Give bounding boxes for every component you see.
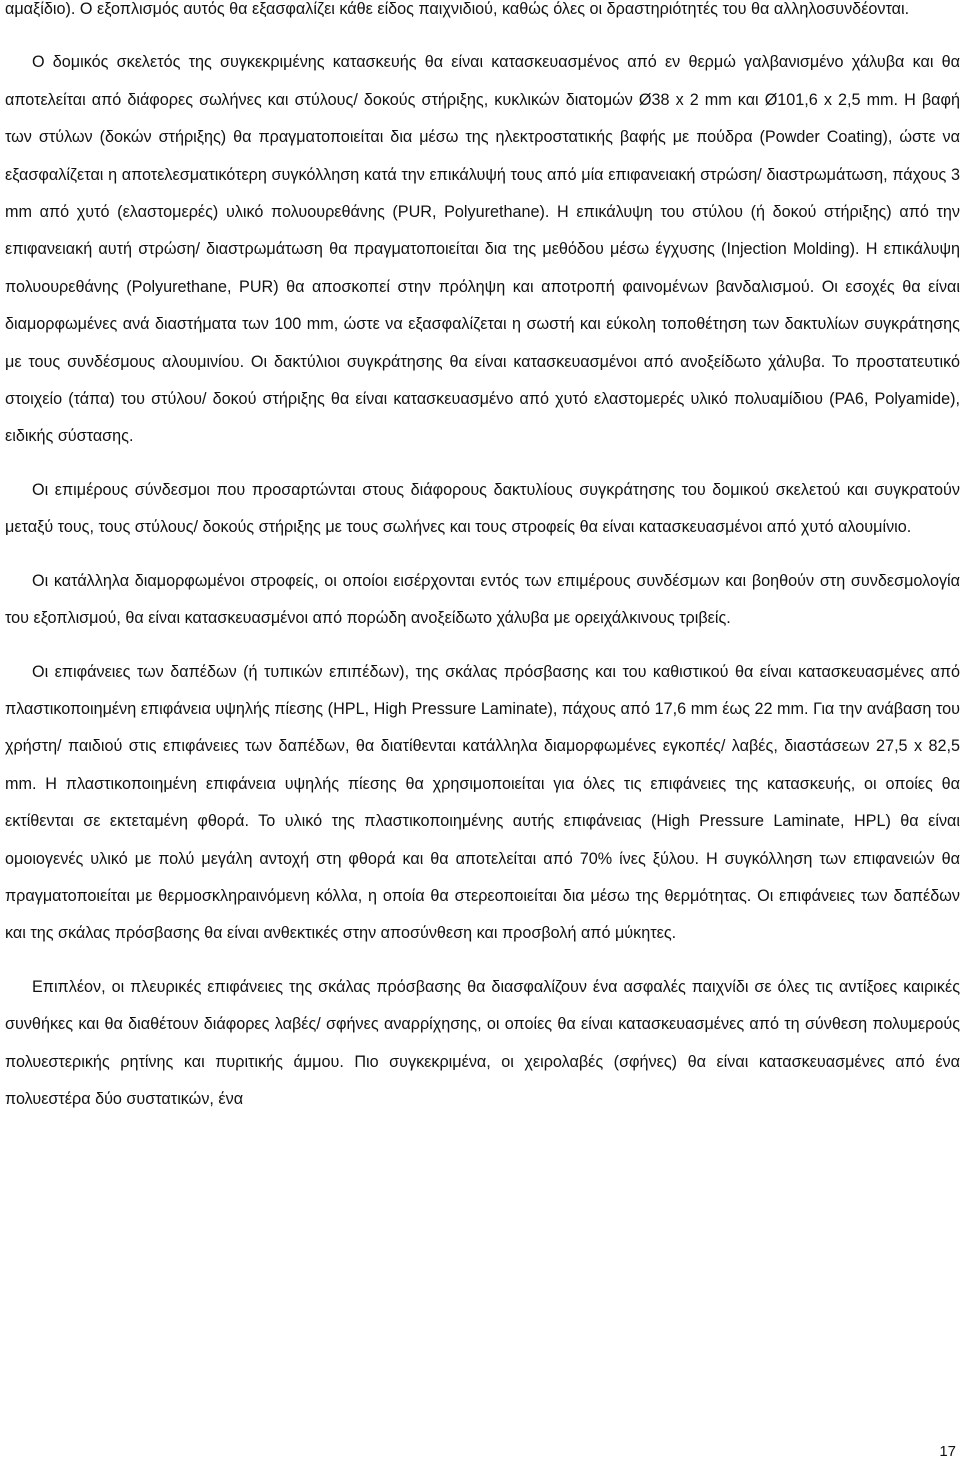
paragraph-spacer	[5, 547, 960, 563]
paragraph-spacer	[5, 28, 960, 44]
paragraph-rotators: Οι κατάλληλα διαμορφωμένοι στροφείς, οι οποίοι εισέρχονται εντός των επιμέρους συνδέσμων και βοηθούν στη συνδεσμολογία του εξοπλισμού, θα είναι κατασκευασμένοι από πορώδη ανοξείδωτο χάλυβα με ορειχάλκινους τριβείς.	[5, 571, 960, 628]
paragraph-spacer	[5, 953, 960, 969]
paragraph-spacer	[5, 638, 960, 654]
document-page	[5, 0, 960, 1118]
paragraph-structural-frame: Ο δομικός σκελετός της συγκεκριμένης κατασκευής θα είναι κατασκευασμένος από εν θερμώ γαλβανισμένο χάλυβα και θα αποτελείται από διάφορες σωλήνες και στύλους/ δοκούς στήριξης, κυκλικών διατομών Ø38 x 2 mm και Ø101,6 x 2,5 mm. Η βαφή των στύλων (δοκών στήριξης) θα πραγματοποιείται δια μέσω της ηλεκτροστατικής βαφής με πούδρα (Powder Coating), ώστε να εξασφαλίζεται η αποτελεσματικότερη συγκόλληση κατά την επικάλυψή τους από μία επιφανειακή στρώση/ διαστρωμάτωση, πάχους 3 mm από χυτό (ελαστομερές) υλικό πολυουρεθάνης (PUR, Polyurethane). Η επικάλυψη του στύλου (ή δοκού στήριξης) από την επιφανειακή αυτή στρώση/ διαστρωμάτωση θα πραγματοποιείται δια της μεθόδου μέσω έγχυσης (Injection Molding). Η επικάλυψη πολυουρεθάνης (Polyurethane, PUR) θα αποσκοπεί στην πρόληψη και αποτροπή φαινομένων βανδαλισμού. Οι εσοχές θα είναι διαμορφωμένες ανά διαστήματα των 100 mm, ώστε να εξασφαλίζεται η σωστή και εύκολη τοποθέτηση των δακτυλίων συγκράτησης με τους συνδέσμους αλουμινίου. Οι δακτύλιοι συγκράτησης θα είναι κατασκευασμένοι από ανοξείδωτο χάλυβα. Το προστατευτικό στοιχείο (τάπα) του στύλου/ δοκού στήριξης θα είναι κατασκευασμένο από χυτό ελαστομερές υλικό πολυαμίδιου (PA6, Polyamide), ειδικής σύστασης.	[5, 53, 960, 446]
page-number: 17	[939, 1443, 956, 1460]
paragraph-continuation: αμαξίδιο). Ο εξοπλισμός αυτός θα εξασφαλίζει κάθε είδος παιχνιδιού, καθώς όλες οι δραστηριότητές του θα αλληλοσυνδέονται.	[5, 0, 910, 18]
paragraph-side-surfaces: Επιπλέον, οι πλευρικές επιφάνειες της σκάλας πρόσβασης θα διασφαλίζουν ένα ασφαλές παιχνίδι σε όλες τις αντίξοες καιρικές συνθήκες και θα διαθέτουν διάφορες λαβές/ σφήνες αναρρίχησης, οι οποίες θα είναι κατασκευασμένες από τη σύνθεση πολυμερούς πολυεστερικής ρητίνης και πυριτικής άμμου. Πιο συγκεκριμένα, οι χειρολαβές (σφήνες) θα είναι κατασκευασμένες από ένα πολυεστέρα δύο συστατικών, ένα	[5, 977, 960, 1108]
paragraph-spacer	[5, 456, 960, 472]
paragraph-connectors: Οι επιμέρους σύνδεσμοι που προσαρτώνται στους διάφορους δακτυλίους συγκράτησης του δομικού σκελετού και συγκρατούν μεταξύ τους, τους στύλους/ δοκούς στήριξης με τους σωλήνες και τους στροφείς θα είναι κατασκευασμένοι από χυτό αλουμίνιο.	[5, 480, 960, 537]
paragraph-floor-surfaces: Οι επιφάνειες των δαπέδων (ή τυπικών επιπέδων), της σκάλας πρόσβασης και του καθιστικού θα είναι κατασκευασμένες από πλαστικοποιημένη επιφάνεια υψηλής πίεσης (HPL, High Pressure Laminate), πάχους από 17,6 mm έως 22 mm. Για την ανάβαση του χρήστη/ παιδιού στις επιφάνειες των δαπέδων, θα διατίθενται κατάλληλα διαμορφωμένες εγκοπές/ λαβές, διαστάσεων 27,5 x 82,5 mm. Η πλαστικοποιημένη επιφάνεια υψηλής πίεσης θα χρησιμοποιείται για όλες τις επιφάνειες της κατασκευής, οι οποίες θα εκτίθενται σε εκτεταμένη φθορά. Το υλικό της πλαστικοποιημένης αυτής επιφάνειας (High Pressure Laminate, HPL) θα είναι ομοιογενές υλικό με πολύ μεγάλη αντοχή στη φθορά και θα αποτελείται από 70% ίνες ξύλου. Η συγκόλληση των επιφανειών θα πραγματοποιείται με θερμοσκληραινόμενη κόλλα, η οποία θα στερεοποιείται δια μέσω της θερμότητας. Οι επιφάνειες των δαπέδων και της σκάλας πρόσβασης θα είναι ανθεκτικές στην αποσύνθεση και προσβολή από μύκητες.	[5, 662, 960, 943]
